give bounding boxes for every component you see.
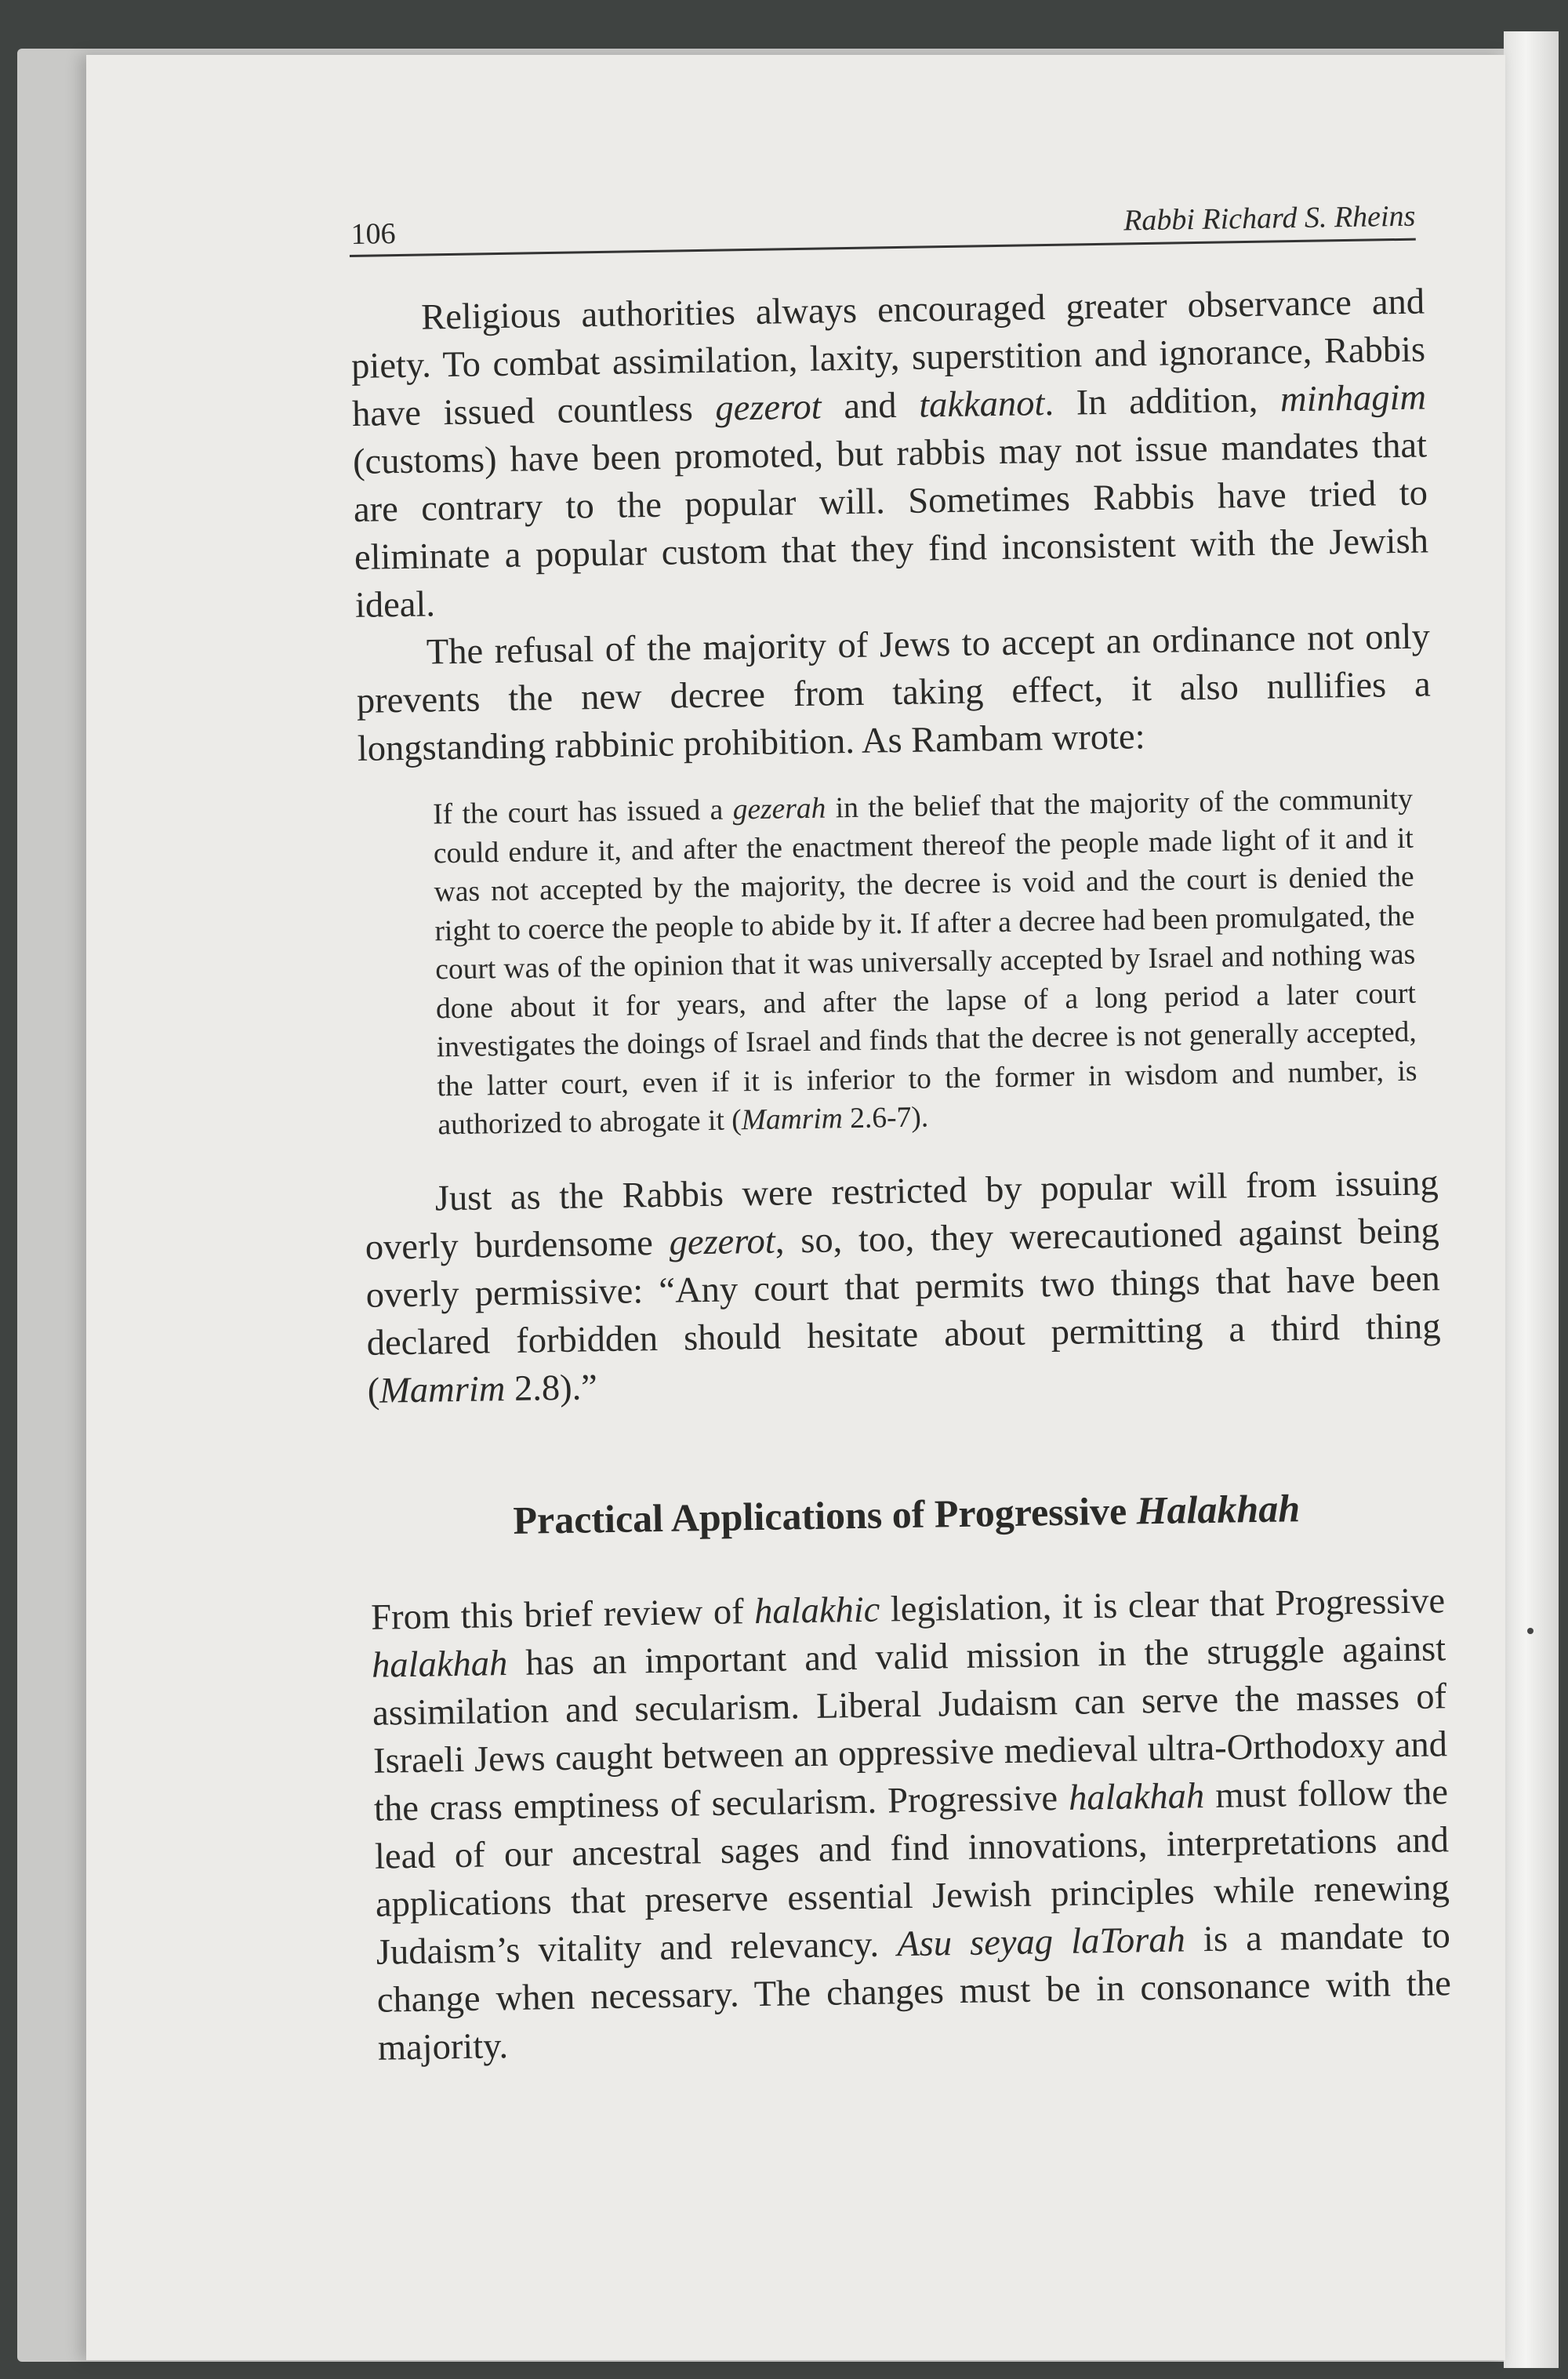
- term-halakhic: halakhic: [753, 1589, 880, 1632]
- text-run: legislation, it is clear that Progressive: [879, 1580, 1446, 1630]
- paragraph-brief-review: [371, 1577, 1452, 2072]
- page-number: 106: [350, 217, 396, 251]
- text-run: is a mandate to change when necessary. The changes must be in consonance with the majority.: [376, 1915, 1452, 2068]
- text-run: If the court has issued a: [432, 794, 733, 831]
- term-gezerot: gezerot: [669, 1221, 776, 1263]
- block-quote-rambam: [433, 780, 1418, 1145]
- paragraph-refusal-of-majority: The refusal of the majority of Jews to accept an ordinance not only prevents the new decree from taking effect, it also nullifies a longstanding rabbinic prohibition. As Rambam wrote:: [356, 616, 1432, 769]
- term-asu-seyag-latorah: Asu seyag laTorah: [896, 1920, 1186, 1964]
- term-halakhah: halakhah: [371, 1643, 508, 1686]
- text-run: must follow the lead of our ancestral sages and find innovations, interpretations and applications that preserve essential Jewish principles while renewing Judaism’s vitality and relevancy.: [374, 1771, 1450, 1973]
- text-run: and: [821, 385, 920, 427]
- section-heading: [369, 1483, 1444, 1545]
- text-run: , so, too, they werecautioned against being overly permissive: “Any court that permits two things that have been declared forbidden should hesitate about permitting a third thing (: [365, 1210, 1441, 1411]
- text-run: has an important and valid mission in the struggle against assimilation and secularism. Liberal Judaism can serve the masses of Israeli Jews caught between an oppressive medieval ultra-Orthodoxy and the crass emptiness of secularism. Progressive: [372, 1628, 1448, 1829]
- term-halakhah: halakhah: [1068, 1775, 1205, 1818]
- ink-speck: [1527, 1628, 1534, 1634]
- term-minhagim: minhagim: [1279, 377, 1427, 420]
- body-text-continued: [364, 1159, 1442, 1415]
- running-head-author: Rabbi Richard S. Rheins: [1123, 199, 1416, 238]
- book-page: [86, 55, 1505, 2360]
- paragraph-restricted-by-popular-will: [364, 1159, 1442, 1415]
- paragraph-religious-authorities: [350, 278, 1430, 629]
- text-run: (customs) have been promoted, but rabbis may not issue mandates that are contrary to the popular will. Sometimes Rabbis have tried to eliminate a popular custom that they find inconsistent with the Jewish ideal.: [352, 425, 1429, 626]
- body-text: [350, 278, 1432, 772]
- heading-italic-term: Halakhah: [1136, 1485, 1301, 1532]
- text-run: 2.8).”: [504, 1367, 598, 1409]
- running-header: [349, 191, 1416, 257]
- citation-mamrim: Mamrim: [741, 1102, 844, 1137]
- term-gezerot: gezerot: [715, 387, 822, 429]
- text-run: in the belief that the majority of the community could endure it, and after the enactment thereof the people made light of it and it was not accepted by the majority, the decree is void and the court is denied the right to coerce the people to abide by it. If after a decree had been promulgated, the court was of the opinion that it was universally accepted by Israel and nothing was done about it for years, and after the lapse of a long period a later court investigates the doings of Israel and finds that the decree is not generally accepted, the latter court, even if it is inferior to the former in wisdom and number, is authorized to abrogate it (: [433, 783, 1417, 1142]
- text-run: Religious authorities always encouraged greater observance and piety. To combat assimilation, laxity, superstition and ignorance, Rabbis have issued countless: [350, 281, 1426, 434]
- text-run: From this brief review of: [370, 1591, 755, 1638]
- text-run: Just as the Rabbis were restricted by popular will from issuing overly burdensome: [365, 1162, 1439, 1268]
- term-takkanot: takkanot: [918, 383, 1045, 426]
- text-run: 2.6-7).: [842, 1101, 929, 1135]
- page-content: [349, 190, 1538, 2325]
- citation-mamrim: Mamrim: [379, 1368, 506, 1411]
- term-gezerah: gezerah: [732, 792, 826, 826]
- heading-text: Practical Applications of Progressive: [513, 1487, 1138, 1542]
- text-run: . In addition,: [1044, 380, 1281, 424]
- body-text-section: [371, 1577, 1452, 2072]
